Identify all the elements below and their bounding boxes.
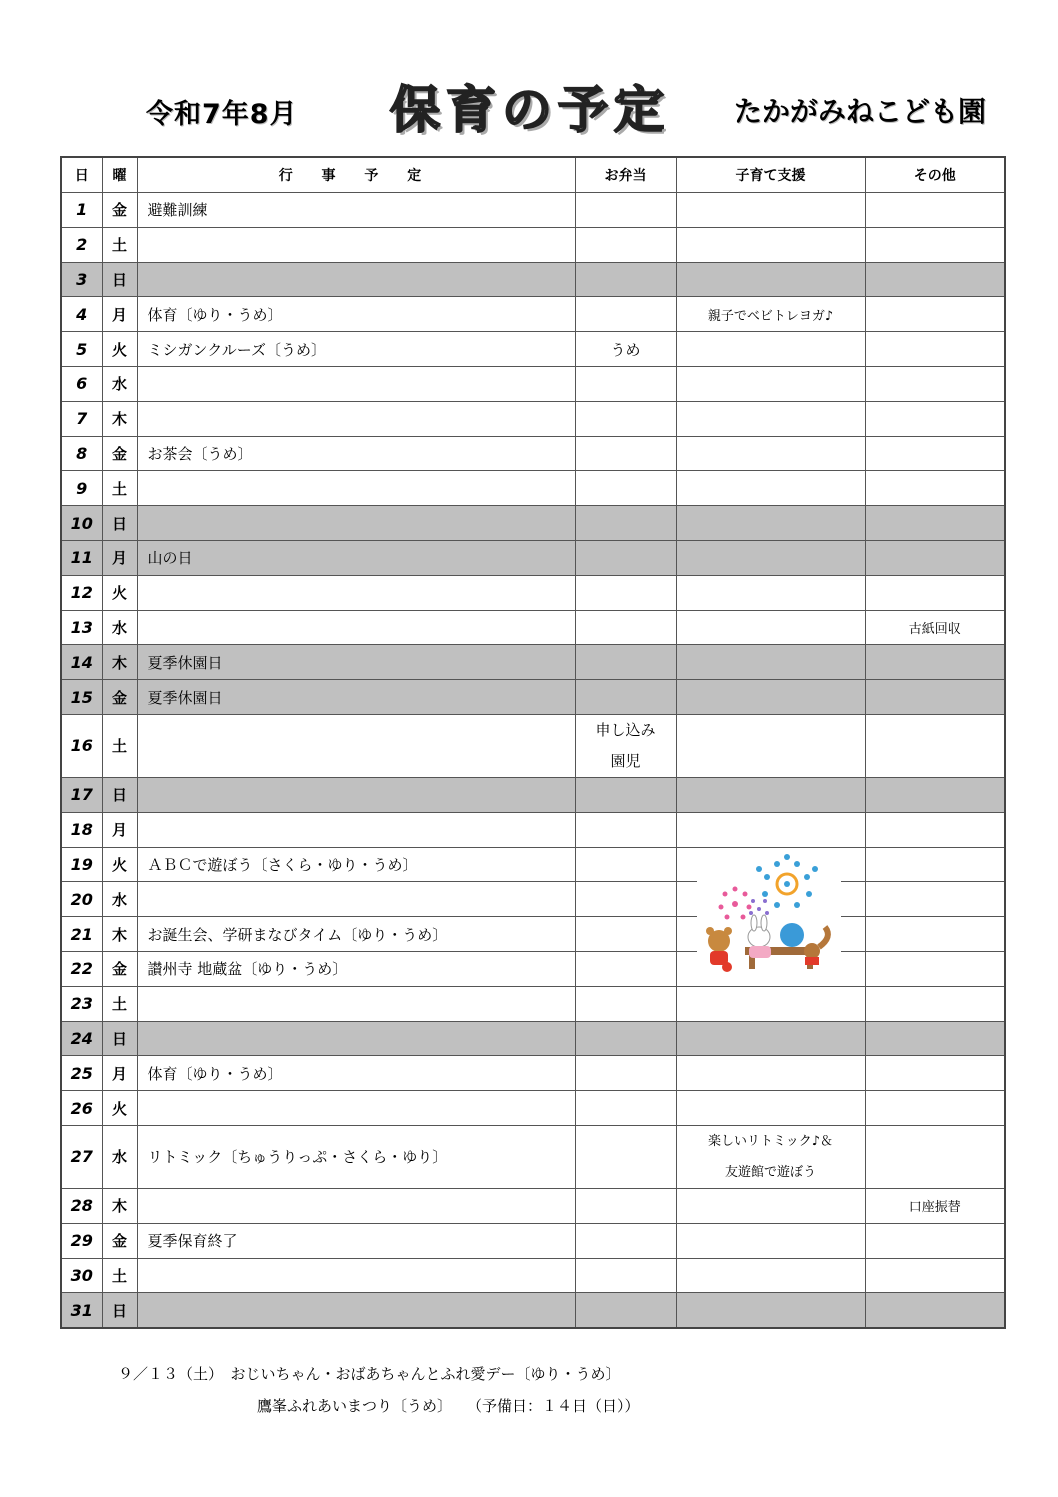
- day-cell: 28: [61, 1188, 102, 1223]
- support-cell: 親子でベビトレヨガ♪: [676, 297, 865, 332]
- bento-cell-line: 申し込み: [595, 720, 656, 739]
- support-cell: [676, 366, 865, 401]
- weekday-cell: 月: [102, 812, 137, 847]
- weekday-cell: 金: [102, 951, 137, 986]
- bento-cell: [575, 436, 676, 471]
- table-row: [61, 297, 1005, 332]
- weekday-cell: 水: [102, 882, 137, 917]
- event-cell: [137, 986, 575, 1021]
- bento-cell: [575, 297, 676, 332]
- other-cell: [865, 297, 1005, 332]
- table-row: [61, 777, 1005, 812]
- day-cell: 10: [61, 506, 102, 541]
- event-cell: ミシガンクルーズ〔うめ〕: [137, 332, 575, 367]
- other-cell: [865, 436, 1005, 471]
- weekday-cell: 金: [102, 436, 137, 471]
- event-cell: [137, 262, 575, 297]
- fireworks-illustration: [697, 849, 841, 979]
- month-label: 令和7年8月: [146, 99, 298, 130]
- bento-cell: [575, 610, 676, 645]
- table-row: [61, 1293, 1005, 1328]
- weekday-cell: 土: [102, 714, 137, 777]
- support-cell: [676, 714, 865, 777]
- other-cell: [865, 262, 1005, 297]
- fireworks-icon: [719, 854, 819, 920]
- support-cell: [676, 193, 865, 228]
- table-row: [61, 401, 1005, 436]
- bento-cell: うめ: [575, 332, 676, 367]
- bento-cell-line: 園児: [610, 751, 641, 770]
- support-cell: [676, 777, 865, 812]
- weekday-cell: 木: [102, 401, 137, 436]
- event-cell: [137, 812, 575, 847]
- support-cell: [676, 262, 865, 297]
- animal-friends-icon: [706, 915, 828, 972]
- weekday-cell: 土: [102, 227, 137, 262]
- bento-cell: [575, 847, 676, 882]
- event-cell: [137, 1188, 575, 1223]
- day-cell: 16: [61, 714, 102, 777]
- day-cell: 3: [61, 262, 102, 297]
- support-cell: [676, 1125, 865, 1188]
- support-cell: [676, 540, 865, 575]
- bento-cell: [575, 951, 676, 986]
- weekday-cell: 日: [102, 777, 137, 812]
- weekday-cell: 火: [102, 1091, 137, 1126]
- event-cell: [137, 506, 575, 541]
- table-row: [61, 610, 1005, 645]
- bento-cell: [575, 506, 676, 541]
- support-cell-line: 友遊館で遊ぼう: [724, 1164, 816, 1180]
- support-cell: [676, 471, 865, 506]
- other-cell: [865, 680, 1005, 715]
- table-row: [61, 847, 1005, 882]
- other-cell: 古紙回収: [865, 610, 1005, 645]
- bento-cell: [575, 1056, 676, 1091]
- bento-cell: [575, 540, 676, 575]
- weekday-cell: 火: [102, 575, 137, 610]
- event-cell: 夏季休園日: [137, 645, 575, 680]
- table-row: [61, 951, 1005, 986]
- weekday-cell: 金: [102, 1223, 137, 1258]
- other-cell: [865, 506, 1005, 541]
- support-cell: [676, 812, 865, 847]
- other-cell: [865, 332, 1005, 367]
- event-cell: 体育〔ゆり・うめ〕: [137, 1056, 575, 1091]
- header-day: 日: [61, 157, 102, 193]
- other-cell: [865, 575, 1005, 610]
- day-cell: 30: [61, 1258, 102, 1293]
- support-cell: [676, 506, 865, 541]
- table-row: [61, 1258, 1005, 1293]
- event-cell: [137, 1021, 575, 1056]
- page-title: 保育の予定: [390, 81, 670, 139]
- bento-cell: [575, 1125, 676, 1188]
- event-cell: ＡＢＣで遊ぼう〔さくら・ゆり・うめ〕: [137, 847, 575, 882]
- table-row: [61, 575, 1005, 610]
- table-row: [61, 714, 1005, 777]
- other-cell: [865, 777, 1005, 812]
- notes-section: [118, 1358, 640, 1422]
- bento-cell: [575, 812, 676, 847]
- support-cell: [676, 1188, 865, 1223]
- day-cell: 8: [61, 436, 102, 471]
- other-cell: [865, 366, 1005, 401]
- other-cell: [865, 1091, 1005, 1126]
- other-cell: [865, 1056, 1005, 1091]
- support-cell-line: 楽しいリトミック♪＆: [707, 1133, 834, 1149]
- event-cell: お茶会〔うめ〕: [137, 436, 575, 471]
- bento-cell: [575, 882, 676, 917]
- event-cell: [137, 366, 575, 401]
- support-cell: [676, 401, 865, 436]
- bento-cell: [575, 471, 676, 506]
- support-cell: [676, 575, 865, 610]
- table-row: [61, 1188, 1005, 1223]
- other-cell: [865, 917, 1005, 952]
- day-cell: 15: [61, 680, 102, 715]
- bento-cell: [575, 366, 676, 401]
- day-cell: 5: [61, 332, 102, 367]
- day-cell: 21: [61, 917, 102, 952]
- event-cell: [137, 714, 575, 777]
- event-cell: [137, 1091, 575, 1126]
- day-cell: 22: [61, 951, 102, 986]
- support-cell: [676, 1056, 865, 1091]
- day-cell: 4: [61, 297, 102, 332]
- event-cell: 夏季休園日: [137, 680, 575, 715]
- day-cell: 17: [61, 777, 102, 812]
- table-row: [61, 227, 1005, 262]
- table-row: [61, 193, 1005, 228]
- school-name: たかがみねこども園: [734, 95, 987, 128]
- weekday-cell: 木: [102, 917, 137, 952]
- weekday-cell: 日: [102, 1293, 137, 1328]
- other-cell: [865, 847, 1005, 882]
- table-row: [61, 1125, 1005, 1188]
- bento-cell: [575, 1223, 676, 1258]
- support-cell: [676, 986, 865, 1021]
- day-cell: 11: [61, 540, 102, 575]
- other-cell: [865, 540, 1005, 575]
- other-cell: [865, 1293, 1005, 1328]
- support-cell: [676, 610, 865, 645]
- table-row: [61, 680, 1005, 715]
- bento-cell: [575, 777, 676, 812]
- bento-cell: [575, 680, 676, 715]
- table-row: [61, 506, 1005, 541]
- table-row: [61, 366, 1005, 401]
- table-row: [61, 262, 1005, 297]
- other-cell: [865, 882, 1005, 917]
- day-cell: 26: [61, 1091, 102, 1126]
- event-cell: 夏季保育終了: [137, 1223, 575, 1258]
- event-cell: 讃州寺 地蔵盆〔ゆり・うめ〕: [137, 951, 575, 986]
- header-other: その他: [865, 157, 1005, 193]
- event-cell: [137, 575, 575, 610]
- bento-cell: [575, 1091, 676, 1126]
- event-cell: リトミック〔ちゅうりっぷ・さくら・ゆり〕: [137, 1125, 575, 1188]
- day-cell: 7: [61, 401, 102, 436]
- weekday-cell: 月: [102, 297, 137, 332]
- support-cell: [676, 227, 865, 262]
- other-cell: [865, 1223, 1005, 1258]
- header-row: [61, 157, 1005, 193]
- bento-cell: [575, 193, 676, 228]
- support-cell: [676, 645, 865, 680]
- day-cell: 29: [61, 1223, 102, 1258]
- header-bento: お弁当: [575, 157, 676, 193]
- day-cell: 23: [61, 986, 102, 1021]
- bento-cell: [575, 1258, 676, 1293]
- weekday-cell: 金: [102, 680, 137, 715]
- weekday-cell: 火: [102, 332, 137, 367]
- other-cell: [865, 193, 1005, 228]
- day-cell: 6: [61, 366, 102, 401]
- event-cell: 避難訓練: [137, 193, 575, 228]
- weekday-cell: 火: [102, 847, 137, 882]
- other-cell: [865, 714, 1005, 777]
- table-row: [61, 986, 1005, 1021]
- event-cell: [137, 401, 575, 436]
- other-cell: [865, 951, 1005, 986]
- support-cell: [676, 1223, 865, 1258]
- day-cell: 13: [61, 610, 102, 645]
- table-row: [61, 1091, 1005, 1126]
- day-cell: 25: [61, 1056, 102, 1091]
- weekday-cell: 土: [102, 986, 137, 1021]
- event-cell: [137, 882, 575, 917]
- bento-cell: [575, 1188, 676, 1223]
- weekday-cell: 月: [102, 540, 137, 575]
- day-cell: 20: [61, 882, 102, 917]
- support-cell: [676, 1293, 865, 1328]
- day-cell: 1: [61, 193, 102, 228]
- header-support: 子育て支援: [676, 157, 865, 193]
- other-cell: [865, 986, 1005, 1021]
- bento-cell: [575, 227, 676, 262]
- support-cell: [676, 1091, 865, 1126]
- weekday-cell: 水: [102, 366, 137, 401]
- weekday-cell: 土: [102, 1258, 137, 1293]
- day-cell: 18: [61, 812, 102, 847]
- weekday-cell: 月: [102, 1056, 137, 1091]
- event-cell: [137, 1258, 575, 1293]
- day-cell: 14: [61, 645, 102, 680]
- weekday-cell: 木: [102, 645, 137, 680]
- weekday-cell: 日: [102, 506, 137, 541]
- day-cell: 12: [61, 575, 102, 610]
- bento-cell: [575, 575, 676, 610]
- day-cell: 2: [61, 227, 102, 262]
- event-cell: 山の日: [137, 540, 575, 575]
- bento-cell: [575, 645, 676, 680]
- weekday-cell: 日: [102, 1021, 137, 1056]
- other-cell: [865, 227, 1005, 262]
- event-cell: [137, 227, 575, 262]
- other-cell: [865, 812, 1005, 847]
- other-cell: [865, 1258, 1005, 1293]
- note-line-1: ９／１３（土） おじいちゃん・おばあちゃんとふれ愛デー〔ゆり・うめ〕: [118, 1365, 621, 1383]
- event-cell: [137, 777, 575, 812]
- support-cell: [676, 436, 865, 471]
- day-cell: 31: [61, 1293, 102, 1328]
- day-cell: 27: [61, 1125, 102, 1188]
- note-line-2: 鷹峯ふれあいまつり〔うめ〕 （予備日：１４日（日））: [257, 1397, 640, 1415]
- weekday-cell: 水: [102, 610, 137, 645]
- other-cell: [865, 1021, 1005, 1056]
- table-row: [61, 1223, 1005, 1258]
- event-cell: [137, 471, 575, 506]
- other-cell: [865, 471, 1005, 506]
- weekday-cell: 日: [102, 262, 137, 297]
- weekday-cell: 土: [102, 471, 137, 506]
- schedule-table: [60, 156, 1006, 1329]
- table-row: [61, 332, 1005, 367]
- header-event: 行 事 予 定: [137, 157, 575, 193]
- day-cell: 24: [61, 1021, 102, 1056]
- weekday-cell: 金: [102, 193, 137, 228]
- event-cell: 体育〔ゆり・うめ〕: [137, 297, 575, 332]
- table-row: [61, 436, 1005, 471]
- bento-cell: [575, 917, 676, 952]
- table-row: [61, 812, 1005, 847]
- other-cell: [865, 645, 1005, 680]
- weekday-cell: 木: [102, 1188, 137, 1223]
- table-row: [61, 1056, 1005, 1091]
- bento-cell: [575, 262, 676, 297]
- support-cell: [676, 332, 865, 367]
- day-cell: 9: [61, 471, 102, 506]
- bento-cell: [575, 1021, 676, 1056]
- bento-cell: [575, 401, 676, 436]
- other-cell: 口座振替: [865, 1188, 1005, 1223]
- table-row: [61, 917, 1005, 952]
- support-cell: [676, 1258, 865, 1293]
- table-row: [61, 645, 1005, 680]
- page-header: [0, 70, 1058, 140]
- bento-cell: [575, 986, 676, 1021]
- event-cell: お誕生会、学研まなびタイム〔ゆり・うめ〕: [137, 917, 575, 952]
- table-row: [61, 1021, 1005, 1056]
- support-cell: [676, 680, 865, 715]
- table-row: [61, 882, 1005, 917]
- bento-cell: [575, 714, 676, 777]
- event-cell: [137, 1293, 575, 1328]
- event-cell: [137, 610, 575, 645]
- other-cell: [865, 1125, 1005, 1188]
- support-cell: [676, 1021, 865, 1056]
- weekday-cell: 水: [102, 1125, 137, 1188]
- day-cell: 19: [61, 847, 102, 882]
- header-weekday: 曜: [102, 157, 137, 193]
- table-row: [61, 540, 1005, 575]
- other-cell: [865, 401, 1005, 436]
- bento-cell: [575, 1293, 676, 1328]
- table-row: [61, 471, 1005, 506]
